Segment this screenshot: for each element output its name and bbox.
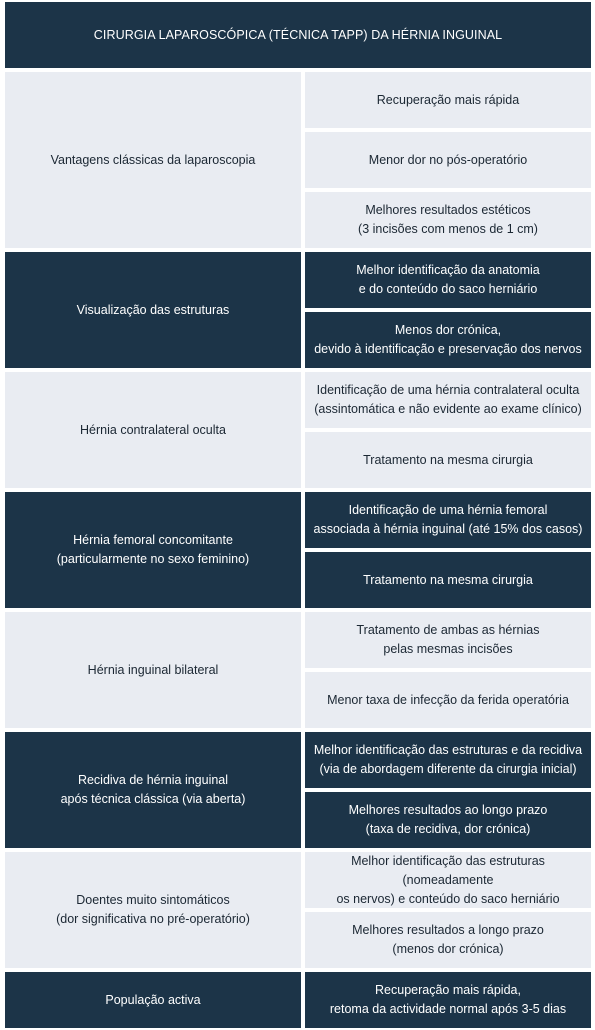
- row-detail-cell: [305, 672, 591, 728]
- row-detail-text: Tratamento na mesma cirurgia: [363, 452, 533, 467]
- table-row: [5, 252, 591, 368]
- row-detail-cell: [305, 132, 591, 188]
- row-detail-text: Identificação de uma hérnia contralateral oculta (assintomática e não evidente ao exame clínico): [314, 383, 582, 416]
- row-category-cell: [5, 732, 301, 848]
- row-detail-cell: [305, 972, 591, 1028]
- row-detail-text: Melhor identificação das estruturas e da recidiva (via de abordagem diferente da cirurgia inicial): [313, 743, 583, 776]
- row-detail-text: Melhores resultados ao longo prazo (taxa de recidiva, dor crónica): [348, 803, 548, 836]
- row-category-label: Hérnia femoral concomitante (particularmente no sexo feminino): [56, 533, 250, 566]
- row-detail-cell: [305, 612, 591, 668]
- table-row: [5, 612, 591, 728]
- row-category-cell: [5, 612, 301, 728]
- row-detail-cell: [305, 792, 591, 848]
- row-detail-cell: [305, 492, 591, 548]
- row-detail-cell: [305, 912, 591, 968]
- row-category-label: Hérnia contralateral oculta: [80, 422, 226, 437]
- row-detail-cell: [305, 552, 591, 608]
- row-detail-text: Recuperação mais rápida, retoma da actividade normal após 3-5 dias: [329, 983, 567, 1016]
- row-category-label: População activa: [105, 992, 201, 1007]
- table-title-text: CIRURGIA LAPAROSCÓPICA (TÉCNICA TAPP) DA HÉRNIA INGUINAL: [93, 27, 503, 42]
- row-category-label: Recidiva de hérnia inguinal após técnica clássica (via aberta): [60, 773, 246, 806]
- row-detail-cell: [305, 312, 591, 368]
- row-category-cell: [5, 972, 301, 1028]
- row-detail-text: Recuperação mais rápida: [376, 92, 520, 107]
- row-category-cell: [5, 252, 301, 368]
- table-row: [5, 72, 591, 248]
- row-detail-text: Tratamento de ambas as hérnias pelas mesmas incisões: [356, 623, 540, 656]
- table-row: [5, 372, 591, 488]
- row-detail-text: Melhores resultados estéticos (3 incisões com menos de 1 cm): [358, 203, 538, 236]
- row-detail-cell: [305, 72, 591, 128]
- row-detail-text: Menos dor crónica, devido à identificação e preservação dos nervos: [314, 323, 582, 356]
- row-detail-text: Menor dor no pós-operatório: [368, 152, 528, 167]
- row-detail-text: Melhor identificação das estruturas (nomeadamente os nervos) e conteúdo do saco herniário: [336, 853, 560, 906]
- row-category-label: Doentes muito sintomáticos (dor significativa no pré-operatório): [56, 893, 250, 926]
- row-category-label: Visualização das estruturas: [76, 302, 230, 317]
- row-detail-text: Melhor identificação da anatomia e do conteúdo do saco herniário: [356, 263, 540, 296]
- row-detail-cell: [305, 192, 591, 248]
- table-row: [5, 492, 591, 608]
- row-detail-text: Melhores resultados a longo prazo (menos dor crónica): [352, 923, 544, 956]
- row-detail-cell: [305, 372, 591, 428]
- row-detail-text: Identificação de uma hérnia femoral associada à hérnia inguinal (até 15% dos casos): [313, 503, 583, 536]
- row-detail-cell: [305, 432, 591, 488]
- row-category-cell: [5, 852, 301, 968]
- row-category-cell: [5, 492, 301, 608]
- table-title: [5, 2, 591, 68]
- row-detail-cell: [305, 732, 591, 788]
- row-category-label: Hérnia inguinal bilateral: [87, 662, 219, 677]
- row-category-cell: [5, 72, 301, 248]
- row-category-label: Vantagens clássicas da laparoscopia: [50, 152, 256, 167]
- row-detail-text: Tratamento na mesma cirurgia: [363, 572, 533, 587]
- row-detail-text: Menor taxa de infecção da ferida operatória: [327, 692, 569, 707]
- table-row: [5, 972, 591, 1028]
- table-row: [5, 732, 591, 848]
- table-row: [5, 852, 591, 968]
- row-detail-cell: [305, 252, 591, 308]
- row-detail-cell: [305, 852, 591, 908]
- row-category-cell: [5, 372, 301, 488]
